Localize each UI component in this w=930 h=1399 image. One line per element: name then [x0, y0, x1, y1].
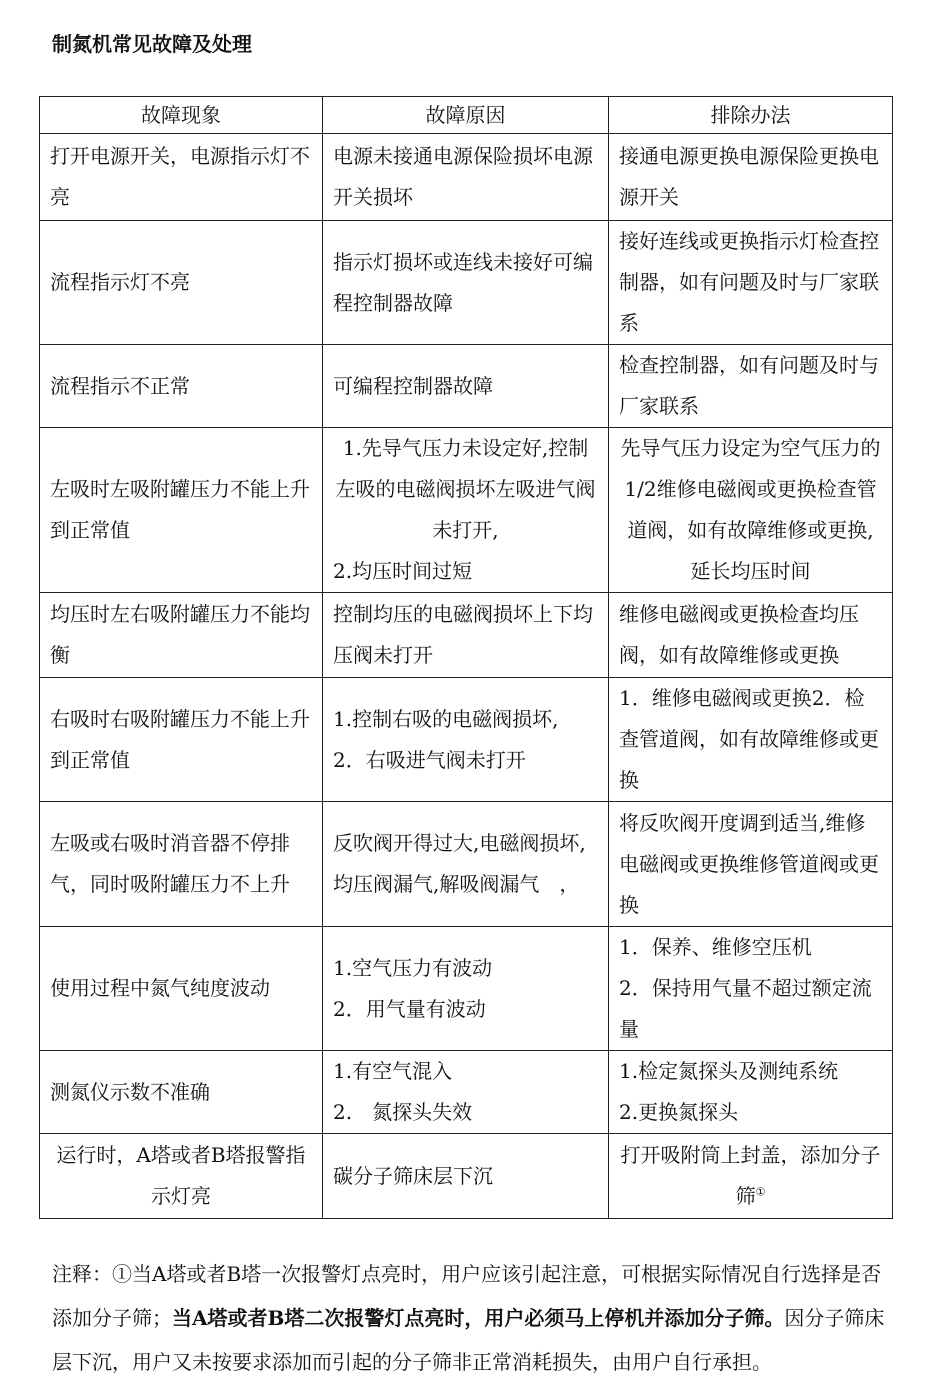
cause-line: 2.均压时间过短 — [333, 559, 473, 583]
table-row — [40, 428, 893, 593]
cell-cause — [323, 1051, 609, 1134]
cell-cause: 指示灯损坏或连线未接好可编程控制器故障 — [323, 221, 609, 345]
note-bold: 当A塔或者B塔二次报警灯点亮时，用户必须马上停机并添加分子筛。 — [172, 1306, 785, 1330]
solution-text: 打开吸附筒上封盖，添加分子筛 — [620, 1143, 881, 1208]
table-row — [40, 678, 893, 802]
solution-line: 1．保养、维修空压机 — [619, 935, 812, 959]
cell-solution: 接通电源更换电源保险更换电源开关 — [609, 134, 893, 221]
cell-cause: 反吹阀开得过大,电磁阀损坏,均压阀漏气,解吸阀漏气 ， — [323, 802, 609, 927]
cell-symptom: 左吸或右吸时消音器不停排气，同时吸附罐压力不上升 — [40, 802, 323, 927]
table-row — [40, 593, 893, 678]
header-symptom: 故障现象 — [40, 97, 323, 134]
cause-line: 2．用气量有波动 — [333, 996, 486, 1021]
solution-line: 1.检定氮探头及测纯系统 — [619, 1059, 839, 1083]
cell-cause — [323, 428, 609, 593]
cell-cause: 可编程控制器故障 — [323, 345, 609, 428]
footnote — [52, 1252, 887, 1384]
cell-cause: 电源未接通电源保险损坏电源开关损坏 — [323, 134, 609, 221]
cell-symptom: 左吸时左吸附罐压力不能上升到正常值 — [40, 428, 323, 593]
table-row — [40, 1051, 893, 1134]
table-row — [40, 927, 893, 1051]
cell-cause: 碳分子筛床层下沉 — [323, 1134, 609, 1219]
footnote-mark: ① — [755, 1185, 766, 1199]
cell-symptom: 运行时，A塔或者B塔报警指示灯亮 — [40, 1134, 323, 1219]
cause-line: 1.控制右吸的电磁阀损坏, — [333, 706, 559, 731]
cell-symptom: 使用过程中氮气纯度波动 — [40, 927, 323, 1051]
solution-line: 2．保持用气量不超过额定流量 — [619, 976, 872, 1041]
cell-symptom: 流程指示灯不亮 — [40, 221, 323, 345]
table-row — [40, 221, 893, 345]
solution-line: 2.更换氮探头 — [619, 1100, 739, 1124]
cell-solution: 将反吹阀开度调到适当,维修电磁阀或更换维修管道阀或更换 — [609, 802, 893, 927]
cell-solution — [609, 1051, 893, 1134]
table-row — [40, 134, 893, 221]
cell-symptom: 测氮仪示数不准确 — [40, 1051, 323, 1134]
table-header-row — [40, 97, 893, 134]
note-suffix: 因分子筛床层下沉，用户又未按要求添加而引起的分子筛非正常消耗损失，由用户自行承担。 — [52, 1306, 885, 1374]
cell-symptom: 流程指示不正常 — [40, 345, 323, 428]
cell-solution — [609, 1134, 893, 1219]
cell-symptom: 右吸时右吸附罐压力不能上升到正常值 — [40, 678, 323, 802]
page-title: 制氮机常见故障及处理 — [52, 32, 252, 56]
cell-solution: 维修电磁阀或更换检查均压阀，如有故障维修或更换 — [609, 593, 893, 678]
cell-solution: 先导气压力设定为空气压力的1/2维修电磁阀或更换检查管道阀，如有故障维修或更换,延长均压时间 — [609, 428, 893, 593]
cell-solution: 接好连线或更换指示灯检查控制器，如有问题及时与厂家联系 — [609, 221, 893, 345]
cell-solution — [609, 927, 893, 1051]
cause-line: 2．右吸进气阀未打开 — [333, 747, 526, 772]
table-row — [40, 345, 893, 428]
cell-cause — [323, 927, 609, 1051]
cell-solution: 1．维修电磁阀或更换2．检查管道阀，如有故障维修或更换 — [609, 678, 893, 802]
fault-table — [39, 96, 893, 1219]
note-prefix: 注释：①当A塔或者B塔一次报警灯点亮时，用户应该引起注意，可根据实际情况自行选择是否添加分子筛； — [52, 1262, 882, 1330]
table-row — [40, 802, 893, 927]
cell-symptom: 均压时左右吸附罐压力不能均衡 — [40, 593, 323, 678]
header-cause: 故障原因 — [323, 97, 609, 134]
header-solution: 排除办法 — [609, 97, 893, 134]
cell-cause — [323, 678, 609, 802]
cause-line: 1.有空气混入 — [333, 1059, 453, 1083]
cell-solution: 检查控制器，如有问题及时与厂家联系 — [609, 345, 893, 428]
cause-line: 2. 氮探头失效 — [333, 1100, 473, 1124]
cell-cause: 控制均压的电磁阀损坏上下均压阀未打开 — [323, 593, 609, 678]
cause-line: 1.先导气压力未设定好,控制左吸的电磁阀损坏左吸进气阀未打开, — [335, 436, 596, 542]
cause-line: 1.空气压力有波动 — [333, 955, 493, 980]
cell-symptom: 打开电源开关，电源指示灯不亮 — [40, 134, 323, 221]
table-row — [40, 1134, 893, 1219]
